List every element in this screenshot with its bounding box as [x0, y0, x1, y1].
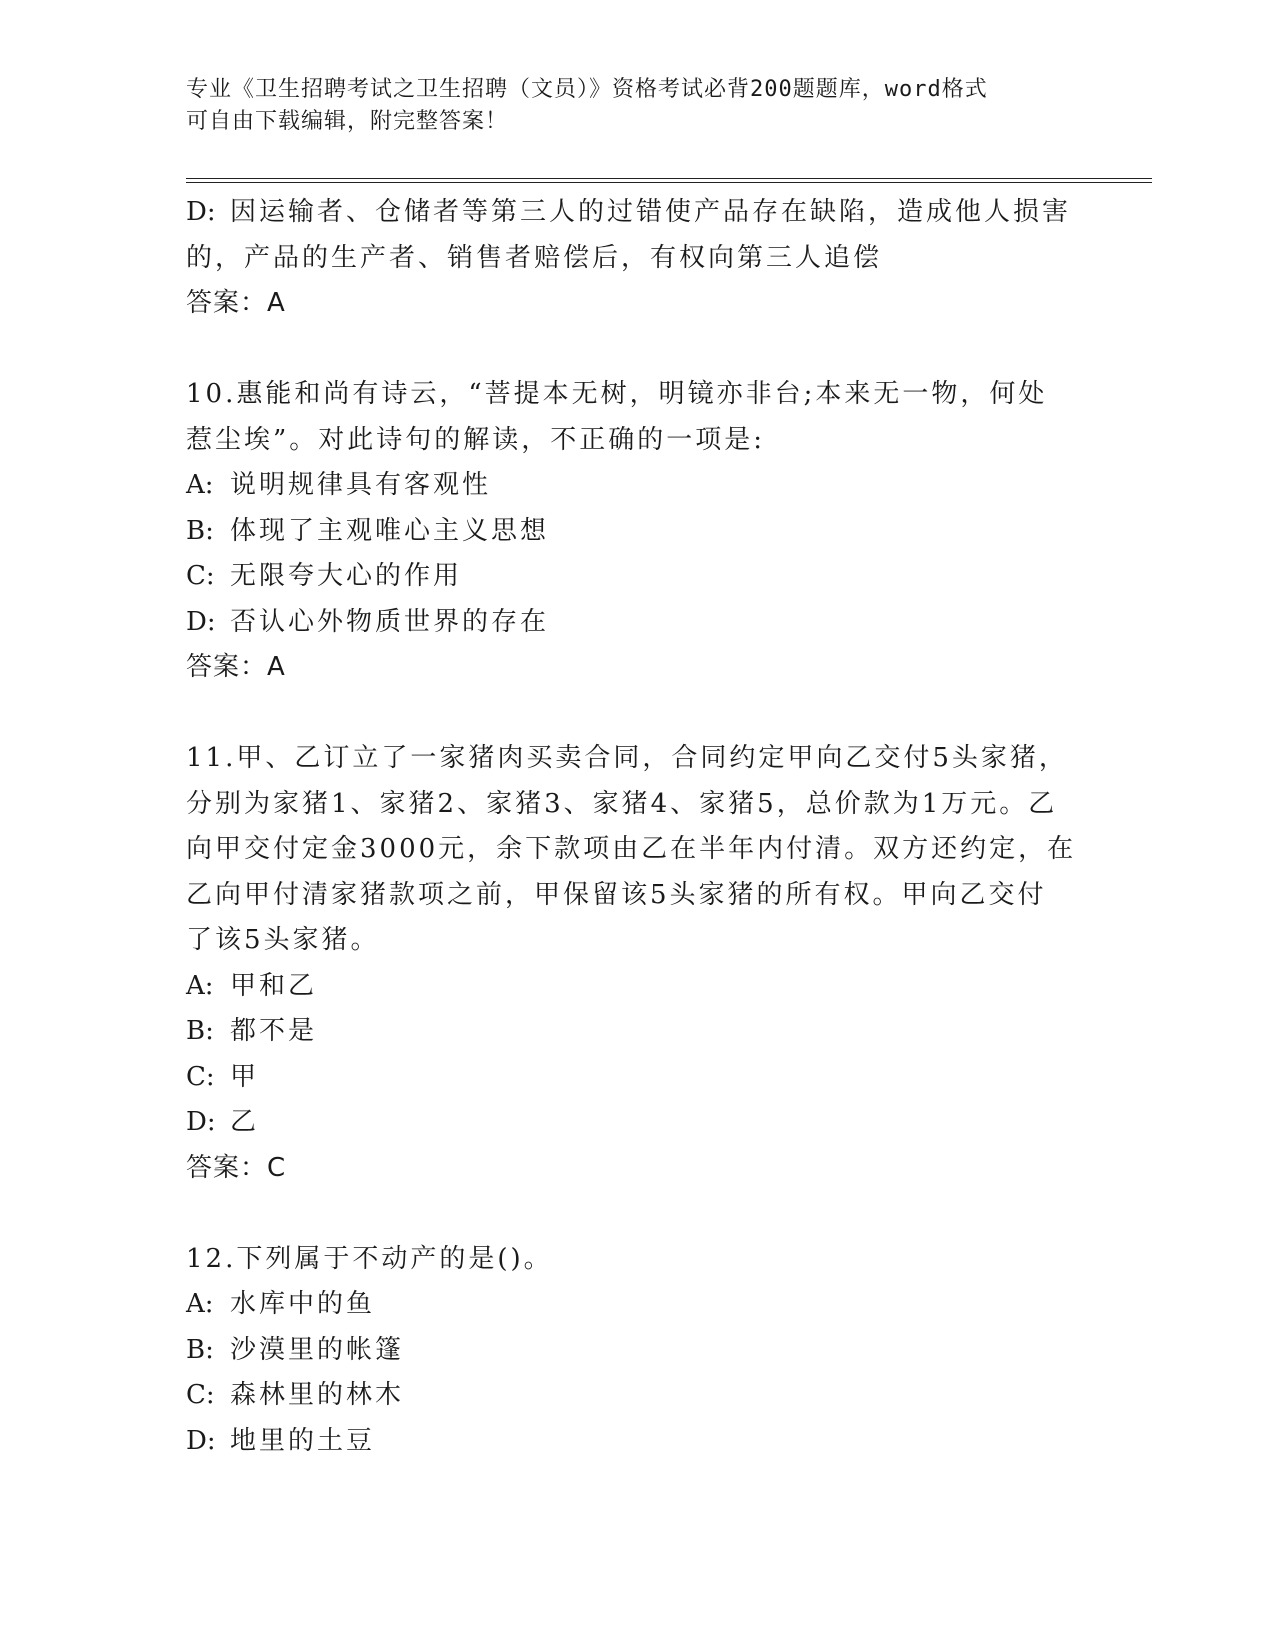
answer-line: 答案：A — [186, 288, 286, 318]
option-key: C: — [186, 1380, 215, 1410]
option-c — [186, 554, 1086, 600]
option-a — [186, 964, 1086, 1010]
question-stem — [186, 372, 1086, 463]
spacer — [186, 691, 1086, 737]
option-d — [186, 1100, 1086, 1146]
option-key: D: — [186, 606, 216, 637]
question-10 — [186, 372, 1086, 691]
page-header — [186, 74, 1086, 138]
stem-line: 分别为家猪1、家猪2、家猪3、家猪4、家猪5，总价款为1万元。乙 — [186, 788, 1058, 819]
option-b — [186, 1009, 1086, 1055]
option-text: 否认心外物质世界的存在 — [230, 606, 550, 637]
header-divider — [186, 178, 1152, 183]
option-a — [186, 1282, 1086, 1328]
option-key: D: — [186, 197, 216, 227]
header-line-2: 可自由下载编辑，附完整答案！ — [186, 109, 509, 134]
option-key: D: — [186, 1107, 216, 1137]
option-key: A: — [186, 1289, 214, 1319]
stem-line: 了该5头家猪。 — [186, 925, 380, 955]
spacer — [186, 1191, 1086, 1237]
option-d — [186, 600, 1086, 646]
option-key: C: — [186, 561, 215, 591]
option-text: 体现了主观唯心主义思想 — [230, 515, 550, 546]
option-text: 水库中的鱼 — [230, 1289, 376, 1319]
option-d-continued — [186, 190, 1086, 236]
option-d-continued-line-2: 的，产品的生产者、销售者赔偿后，有权向第三人追偿 — [186, 242, 883, 273]
option-text: 森林里的林木 — [230, 1380, 405, 1410]
answer-line: 答案：C — [186, 1152, 287, 1183]
spacer — [186, 327, 1086, 373]
stem-line: 10.惠能和尚有诗云，“菩提本无树，明镜亦非台;本来无一物，何处 — [186, 379, 1048, 409]
option-text: 说明规律具有客观性 — [230, 470, 492, 500]
option-key: D: — [186, 1425, 216, 1456]
option-key: A: — [186, 470, 214, 500]
option-b — [186, 509, 1086, 555]
option-key: B: — [186, 515, 214, 546]
question-12 — [186, 1237, 1086, 1465]
option-d — [186, 1419, 1086, 1465]
option-text: 地里的土豆 — [230, 1425, 376, 1456]
option-text: 乙 — [230, 1107, 260, 1137]
stem-line: 11.甲、乙订立了一家猪肉买卖合同，合同约定甲向乙交付5头家猪， — [186, 743, 1068, 773]
option-text: 沙漠里的帐篷 — [230, 1334, 405, 1365]
option-text: 甲 — [230, 1061, 260, 1092]
option-key: B: — [186, 1334, 214, 1365]
stem-line: 乙向甲付清家猪款项之前，甲保留该5头家猪的所有权。甲向乙交付 — [186, 879, 1047, 910]
answer-line: 答案：A — [186, 652, 286, 682]
option-key: B: — [186, 1016, 214, 1046]
document-body — [186, 190, 1086, 1464]
continued-question — [186, 190, 1086, 327]
question-stem — [186, 736, 1086, 964]
option-c — [186, 1055, 1086, 1101]
question-11 — [186, 736, 1086, 1191]
stem-line: 惹尘埃”。对此诗句的解读，不正确的一项是: — [186, 424, 766, 455]
stem-line: 12.下列属于不动产的是()。 — [186, 1243, 553, 1274]
option-text: 无限夸大心的作用 — [230, 561, 463, 591]
option-a — [186, 463, 1086, 509]
option-key: A: — [186, 970, 214, 1001]
option-text: 因运输者、仓储者等第三人的过错使产品存在缺陷，造成他人损害 — [230, 197, 1072, 227]
header-line-1: 专业《卫生招聘考试之卫生招聘（文员）》资格考试必背200题题库，word格式 — [186, 77, 988, 102]
stem-line: 向甲交付定金3000元，余下款项由乙在半年内付清。双方还约定，在 — [186, 834, 1077, 864]
option-text: 甲和乙 — [230, 970, 318, 1001]
option-text: 都不是 — [230, 1016, 318, 1046]
option-key: C: — [186, 1061, 215, 1092]
option-c — [186, 1373, 1086, 1419]
question-stem — [186, 1237, 1086, 1283]
option-b — [186, 1328, 1086, 1374]
